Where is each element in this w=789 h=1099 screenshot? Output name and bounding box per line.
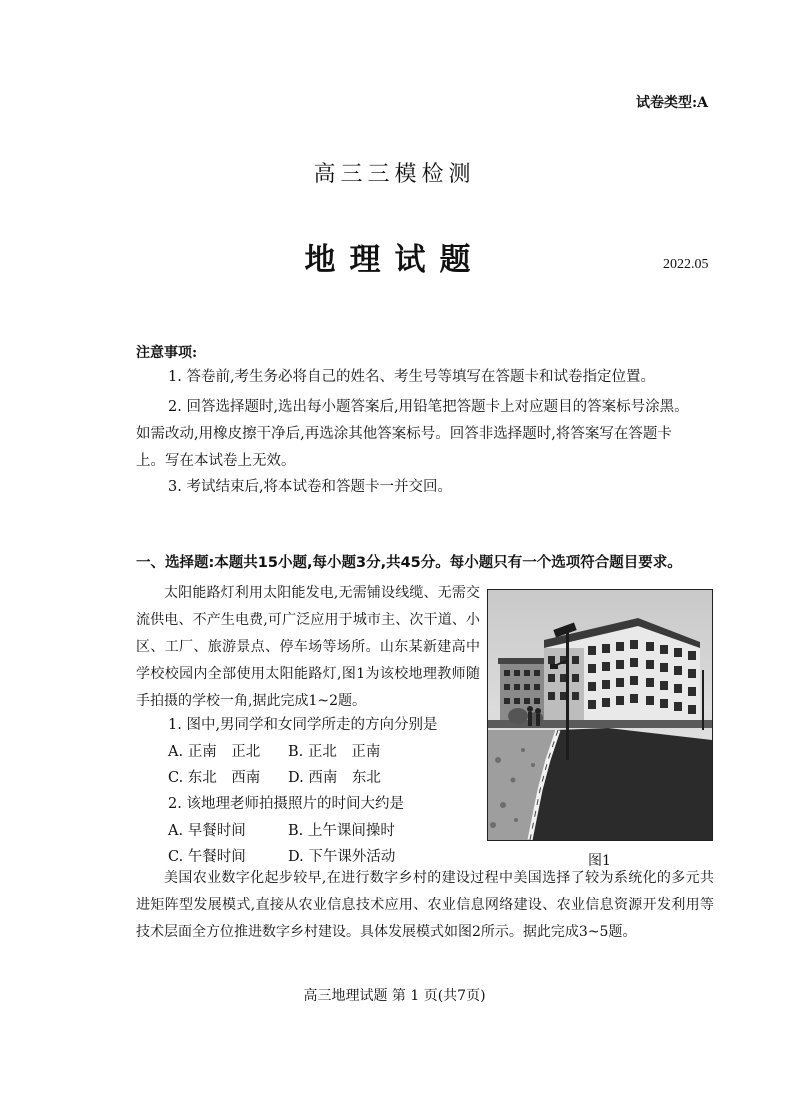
question-2-option-b: B. 上午课间操时 — [288, 823, 395, 839]
question-1-option-d: D. 西南 东北 — [288, 770, 381, 786]
notice-item-2-line-2: 如需改动,用橡皮擦干净后,再选涂其他答案标号。回答非选择题时,将答案写在答题卡 — [136, 426, 672, 442]
exam-title: 高三三模检测 — [313, 162, 476, 187]
question-2-option-d: D. 下午课外活动 — [288, 849, 396, 865]
question-1-option-a: A. 正南 正北 — [168, 744, 261, 760]
exam-date: 2022.05 — [663, 257, 709, 272]
paper-type: 试卷类型:A — [636, 95, 709, 111]
notice-item-2-line-1: 2. 回答选择题时,选出每小题答案后,用铅笔把答题卡上对应题目的答案标号涂黑。 — [168, 399, 689, 415]
section-heading: 一、选择题:本题共15小题,每小题3分,共45分。每小题只有一个选项符合题目要求。 — [136, 555, 682, 571]
notice-heading: 注意事项: — [136, 345, 198, 361]
question-1-stem: 1. 图中,男同学和女同学所走的方向分别是 — [168, 717, 438, 733]
subject-title: 地理试题 — [304, 242, 485, 278]
page-footer: 高三地理试题 第 1 页(共7页) — [303, 988, 486, 1004]
notice-item-3: 3. 考试结束后,将本试卷和答题卡一并交回。 — [168, 479, 453, 495]
notice-item-2-line-3: 上。写在本试卷上无效。 — [136, 453, 296, 469]
question-1-option-c: C. 东北 西南 — [168, 770, 261, 786]
material-1-text: 太阳能路灯利用太阳能发电,无需铺设线缆、无需交流供电、不产生电费,可广泛应用于城市主、次干道、小区、工厂、旅游景点、停车场等场所。山东某新建高中学校校园内全部使用太阳能路灯,图1为该校地理教师随手拍摄的学校一角,据此完成1~2题。 — [136, 585, 480, 709]
question-1-option-b: B. 正北 正南 — [288, 744, 381, 760]
figure-1-photo — [487, 589, 713, 841]
question-2-option-a: A. 早餐时间 — [168, 823, 246, 839]
question-2-option-c: C. 午餐时间 — [168, 849, 246, 865]
question-2-stem: 2. 该地理老师拍摄照片的时间大约是 — [168, 796, 404, 812]
material-2-text: 美国农业数字化起步较早,在进行数字乡村的建设过程中美国选择了较为系统化的多元共进矩阵型发展模式,直接从农业信息技术应用、农业信息网络建设、农业信息资源开发利用等技术层面全方位推进数字乡村建设。具体发展模式如图2所示。据此完成3~5题。 — [136, 870, 714, 940]
notice-item-1: 1. 答卷前,考生务必将自己的姓名、考生号等填写在答题卡和试卷指定位置。 — [168, 369, 656, 385]
figure-1-caption: 图1 — [588, 853, 611, 869]
